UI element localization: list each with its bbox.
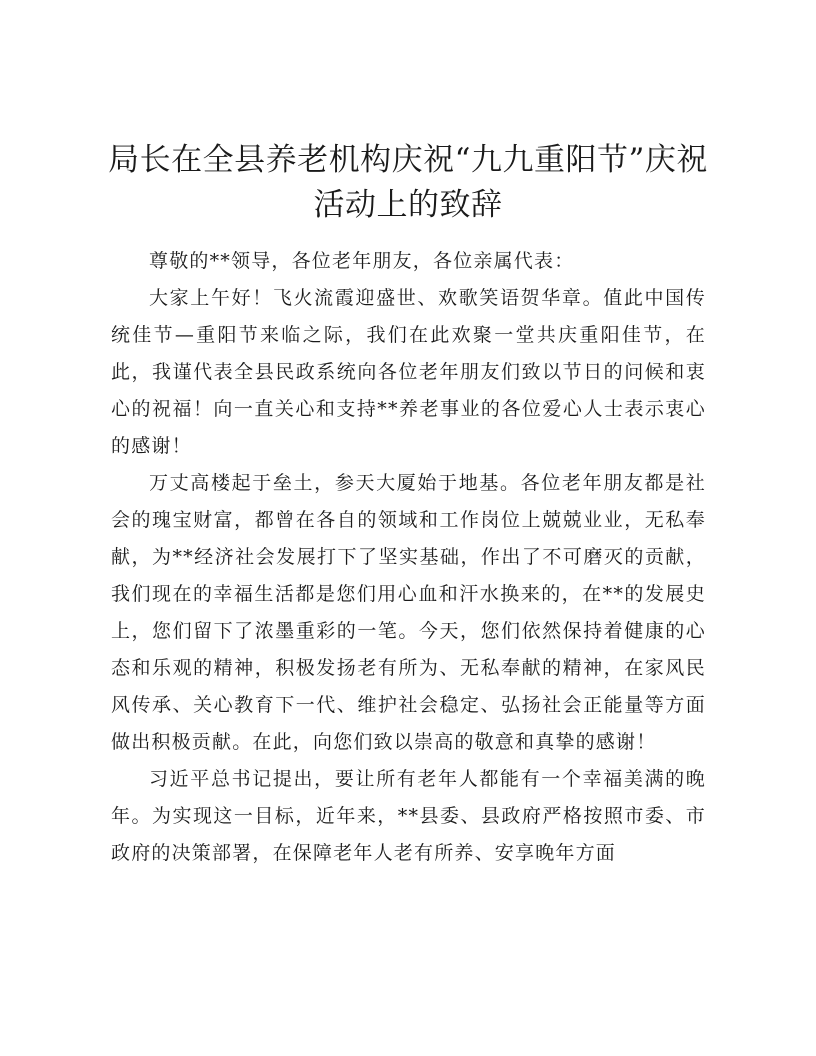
salutation-paragraph: 尊敬的**领导，各位老年朋友，各位亲属代表：: [149, 250, 575, 272]
policy-paragraph: 习近平总书记提出，要让所有老年人都能有一个幸福美满的晚年。为实现这一目标，近年来，**县委、县政府严格按照市委、市政府的决策部署，在保障老年人老有所养、安享晚年方面: [111, 768, 706, 864]
greeting-paragraph: 大家上午好！飞火流霞迎盛世、欢歌笑语贺华章。值此中国传统佳节—重阳节来临之际，我们在此欢聚一堂共庆重阳佳节，在此，我谨代表全县民政系统向各位老年朋友们致以节日的问候和衷心的祝福！向一直关心和支持**养老事业的各位爱心人士表示衷心的感谢！: [111, 287, 706, 457]
document-title: 局长在全县养老机构庆祝“九九重阳节”庆祝活动上的致辞: [108, 142, 708, 223]
tribute-paragraph: 万丈高楼起于垒土，参天大厦始于地基。各位老年朋友都是社会的瑰宝财富，都曾在各自的领域和工作岗位上兢兢业业，无私奉献，为**经济社会发展打下了坚实基础，作出了不可磨灭的贡献，我们现在的幸福生活都是您们用心血和汗水换来的，在**的发展史上，您们留下了浓墨重彩的一笔。今天，您们依然保持着健康的心态和乐观的精神，积极发扬老有所为、无私奉献的精神，在家风民风传承、关心教育下一代、维护社会稳定、弘扬社会正能量等方面做出积极贡献。在此，向您们致以崇高的敬意和真挚的感谢！: [111, 472, 706, 753]
document-body: [111, 243, 706, 872]
